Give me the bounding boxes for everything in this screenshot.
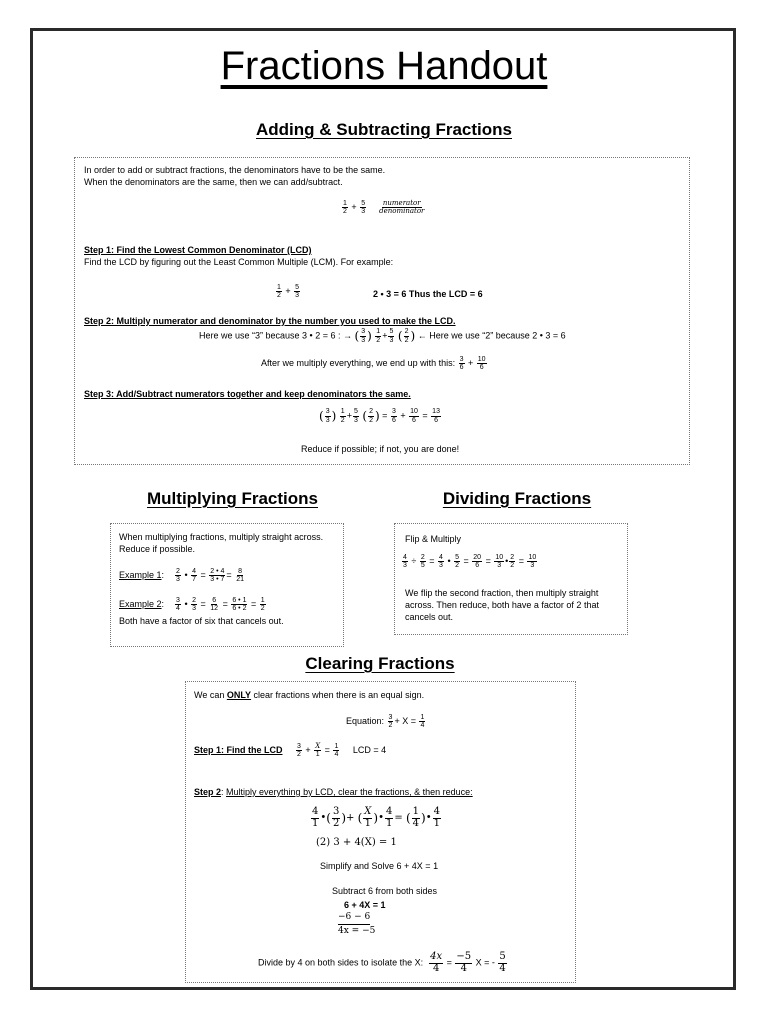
clearing-step2-result: (2) 3 + 4(X) = 1 [316, 837, 397, 848]
multiplying-note: Both have a factor of six that cancels out. [119, 616, 284, 626]
step1-title: Step 1: Find the Lowest Common Denominator (LCD) [84, 245, 312, 255]
divide-line: Divide by 4 on both sides to isolate the X: $\frac{4x}{4}$ = $\frac{-5}{4}$ X = - $\frac{5}{4}$ [258, 951, 506, 974]
step1-text: Find the LCD by figuring out the Least Common Multiple (LCM). For example: [84, 257, 394, 267]
clearing-step1: Step 1: Find the LCD $\frac{3}{2}$ + $\frac{X}{1}$ = $\frac{1}{4}$ LCD = 4 [194, 742, 387, 759]
clearing-step2-equation: $\frac{4}{1}$ •( $\frac{3}{2}$ )+ ( $\frac{X}{1}$ )• $\frac{4}{1}$ = ( $\frac{1}{4}$ )• $\frac{4}{1}$ [312, 806, 440, 829]
step1-calc: 2 • 3 = 6 Thus the LCD = 6 [373, 289, 483, 299]
multiplying-heading: Multiplying Fractions [147, 489, 318, 508]
flip-multiply: Flip & Multiply [405, 534, 462, 544]
step3-equation: ( $\frac{3}{3}$ ) $\frac{1}{2}$ + $\frac{5}{3}$ ( $\frac{2}{2}$ ) = $\frac{3}{6}$ + $\frac{10}{6}$ = $\frac{13}{6}$ [319, 408, 440, 424]
dividing-text-3: cancels out. [405, 612, 454, 622]
step2-title: Step 2: Multiply numerator and denominator by the number you used to make the LCD. [84, 316, 456, 326]
dividing-box [394, 523, 628, 635]
step3-title: Step 3: Add/Subtract numerators together and keep denominators the same. [84, 389, 411, 399]
subtract-step-1: 6 + 4X = 1 [344, 900, 386, 910]
clearing-box [185, 681, 576, 983]
adding-heading: Adding & Subtracting Fractions [256, 120, 512, 139]
multiplying-text-1: When multiplying fractions, multiply straight across. [119, 532, 324, 542]
multiplying-example-2: Example 2: $\frac{3}{4}$ • $\frac{2}{3}$ = $\frac{6}{12}$ = $\frac{6 • 1}{6 • 2}$ = $\frac{1}{2}$ [119, 597, 265, 613]
step1-fractions: $\frac{1}{2}$ + $\frac{5}{3}$ [277, 284, 300, 300]
adding-box [74, 157, 690, 465]
reduce-note: Reduce if possible; if not, you are done! [301, 444, 460, 454]
clearing-heading: Clearing Fractions [305, 654, 455, 673]
adding-intro-1: In order to add or subtract fractions, the denominators have to be the same. [84, 165, 386, 175]
subtract-step-3: 4x = −5 [338, 926, 376, 936]
clearing-step2: Step 2: Multiply everything by LCD, clear the fractions, & then reduce: [194, 787, 473, 797]
clearing-line-1: We can ONLY clear fractions when there is an equal sign. [194, 690, 425, 700]
multiplying-box [110, 523, 344, 647]
subtract-step-2: −6 − 6 [338, 911, 370, 925]
multiplying-example-1: Example 1: $\frac{2}{3}$ • $\frac{4}{7}$ = $\frac{2 • 4}{3 • 7}$ = $\frac{8}{21}$ [119, 568, 244, 584]
denominator-word: denominator [379, 207, 425, 216]
multiplying-text-2: Reduce if possible. [119, 544, 196, 554]
dividing-text-1: We flip the second fraction, then multiply straight [405, 588, 599, 598]
dividing-text-2: across. Then reduce, both have a factor of 2 that [405, 600, 599, 610]
subtract-line: Subtract 6 from both sides [332, 886, 438, 896]
step2-line: Here we use “3” because 3 • 2 = 6 : → ( $\frac{3}{3}$ ) $\frac{1}{2}$ + $\frac{5}{3}$ ( $\frac{2}{2}$ ) ← Here we use “2” because 2 • 3 = 6 [199, 328, 566, 344]
example-expression: $\frac{1}{2}$ + $\frac{5}{3}$ $\frac{\text{numerator}}{\text{denominator}}$ [343, 199, 425, 216]
dividing-heading: Dividing Fractions [442, 489, 592, 508]
step2-after: After we multiply everything, we end up with this: $\frac{3}{6}$ + $\frac{10}{6}$ [261, 356, 486, 372]
numerator-word: numerator [382, 199, 421, 207]
simplify-line: Simplify and Solve 6 + 4X = 1 [320, 861, 439, 871]
page-title: Fractions Handout [220, 44, 548, 88]
equation-line: Equation: $\frac{3}{2}$ + X = $\frac{1}{4}$ [346, 714, 425, 730]
dividing-equation: $\frac{4}{3}$ ÷ $\frac{2}{5}$ = $\frac{4}{3}$ • $\frac{5}{2}$ = $\frac{20}{6}$ = $\frac{10}{3}$ • $\frac{2}{2}$ = $\frac{10}{3}$ [403, 554, 537, 570]
adding-intro-2: When the denominators are the same, then we can add/subtract. [84, 177, 343, 187]
